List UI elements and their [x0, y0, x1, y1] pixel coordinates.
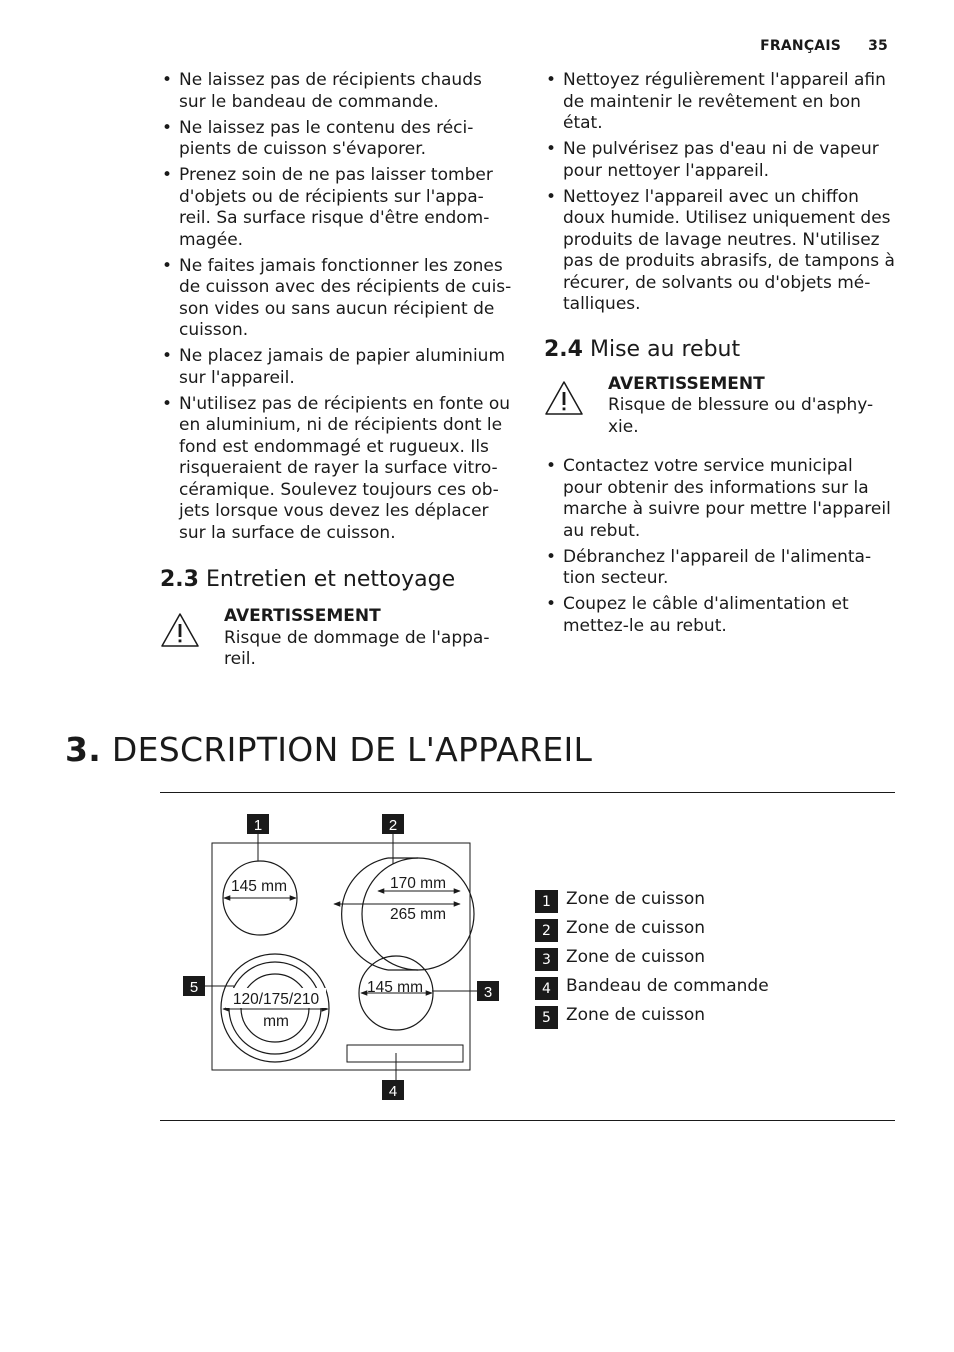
chapter-number: 3. — [65, 730, 102, 769]
callout-4: 4 — [388, 1083, 398, 1100]
zone-3-size-label: 145 mm — [367, 979, 423, 996]
left-column — [160, 70, 512, 671]
section-title-text: Entretien et nettoyage — [205, 567, 456, 592]
right-column — [544, 70, 896, 642]
legend-number: 4 — [535, 977, 558, 1000]
callout-3: 3 — [483, 984, 493, 1001]
zone-2-outer-size-label: 265 mm — [390, 906, 446, 923]
section-2-3-title — [160, 566, 512, 594]
header-language: FRANÇAIS — [760, 38, 842, 54]
zone-5-size-label: 120/175/210 — [232, 991, 320, 1008]
section-title-text: Mise au rebut — [589, 336, 741, 362]
legend-number: 1 — [535, 890, 558, 913]
list-item: • Ne laissez pas le contenu des réci-pients de cuisson s'évaporer. — [160, 118, 512, 161]
hob-diagram — [180, 810, 510, 1110]
zone-1-size-label: 145 mm — [231, 878, 287, 895]
list-item: • Contactez votre service municipal pour obtenir des informations sur la marche à suivre pour mettre l'appareil au rebut. — [544, 456, 896, 542]
page-header — [760, 38, 888, 54]
section-number: 2.4 — [544, 336, 583, 362]
warning-title: AVERTISSEMENT — [224, 606, 381, 626]
section-number: 2.3 — [160, 567, 199, 592]
legend-number: 5 — [535, 1006, 558, 1029]
zone-2-inner-size-label: 170 mm — [390, 875, 446, 892]
legend-item — [535, 1000, 769, 1029]
list-item: • Ne pulvérisez pas d'eau ni de vapeur pour nettoyer l'appareil. — [544, 139, 896, 182]
list-item: • Nettoyez l'appareil avec un chiffon doux humide. Utilisez uniquement des produits de lavage neutres. N'utilisez pas de produits abrasifs, de tampons à récurer, de solvants ou d'objets mé-talliques. — [544, 187, 896, 316]
warning-triangle-icon — [160, 612, 200, 648]
legend-label: Bandeau de commande — [566, 975, 769, 996]
list-item: • Nettoyez régulièrement l'appareil afin de maintenir le revêtement en bon état. — [544, 70, 896, 135]
list-item: • N'utilisez pas de récipients en fonte ou en aluminium, ni de récipients dont le fond est endommagé et rugueux. Ils risqueraient de rayer la surface vitro-céramique. Soulevez toujours ces ob-jets lorsque vous devez les déplacer sur la surface de cuisson. — [160, 394, 512, 545]
control-panel — [347, 1045, 463, 1062]
list-item: • Ne faites jamais fonctionner les zones de cuisson avec des récipients de cuis-son vides ou sans aucun récipient de cuisson. — [160, 256, 512, 342]
legend-number: 2 — [535, 919, 558, 942]
disposal-bullet-list — [544, 456, 896, 637]
diagram-legend — [535, 884, 769, 1029]
legend-item — [535, 913, 769, 942]
legend-number: 3 — [535, 948, 558, 971]
callout-1: 1 — [253, 817, 263, 834]
legend-label: Zone de cuisson — [566, 946, 706, 967]
legend-label: Zone de cuisson — [566, 888, 706, 909]
callout-5: 5 — [189, 979, 199, 996]
legend-label: Zone de cuisson — [566, 917, 706, 938]
callout-2: 2 — [388, 817, 398, 834]
legend-item — [535, 884, 769, 913]
warning-title: AVERTISSEMENT — [608, 373, 765, 394]
chapter-title — [65, 730, 592, 769]
warning-block — [544, 374, 896, 439]
warning-text: Risque de blessure ou d'asphy-xie. — [608, 395, 874, 437]
right-bullet-list — [544, 70, 896, 316]
legend-item — [535, 942, 769, 971]
divider-bottom — [160, 1120, 895, 1121]
chapter-title-text: DESCRIPTION DE L'APPAREIL — [111, 730, 593, 769]
page-number: 35 — [868, 38, 888, 54]
warning-triangle-icon — [544, 380, 584, 416]
warning-text: Risque de dommage de l'appa-reil. — [224, 627, 490, 669]
divider-top — [160, 792, 895, 793]
warning-block — [160, 606, 512, 671]
legend-label: Zone de cuisson — [566, 1004, 706, 1025]
list-item: • Ne placez jamais de papier aluminium sur l'appareil. — [160, 346, 512, 389]
list-item: • Prenez soin de ne pas laisser tomber d'objets ou de récipients sur l'appa-reil. Sa surface risque d'être endom-magée. — [160, 165, 512, 251]
left-bullet-list — [160, 70, 512, 544]
section-2-4-title — [544, 336, 896, 364]
list-item: • Ne laissez pas de récipients chauds sur le bandeau de commande. — [160, 70, 512, 113]
zone-5-size-unit: mm — [263, 1013, 289, 1030]
list-item: • Débranchez l'appareil de l'alimenta-tion secteur. — [544, 547, 896, 590]
legend-item — [535, 971, 769, 1000]
list-item: • Coupez le câble d'alimentation et mettez-le au rebut. — [544, 594, 896, 637]
